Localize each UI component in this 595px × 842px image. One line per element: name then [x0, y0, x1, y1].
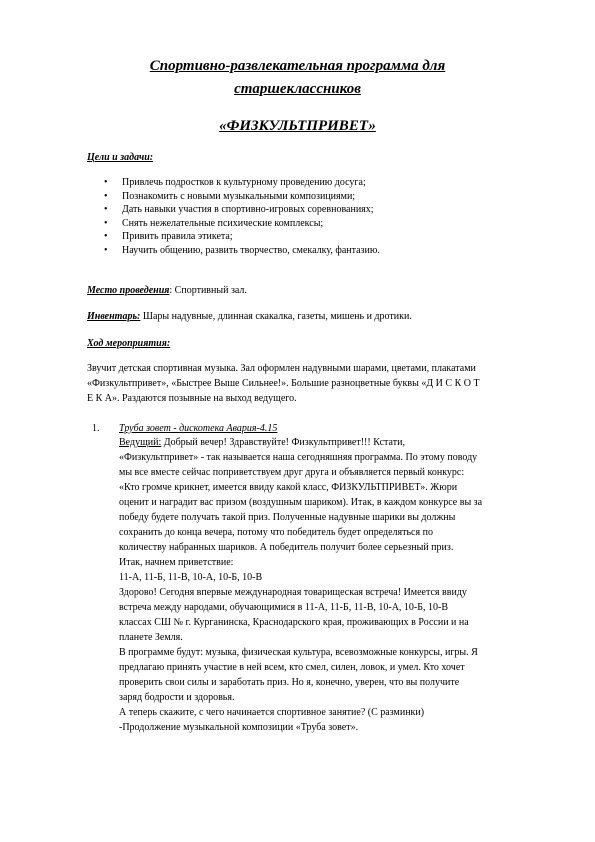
venue-value: : Спортивный зал. — [169, 285, 247, 296]
goal-item: • Привлечь подростков к культурному проведению досуга; — [104, 176, 380, 190]
item-1-line: мы все вместе сейчас поприветствуем друг друга и объявляется первый конкурс: — [119, 467, 465, 478]
goals-list — [104, 176, 380, 257]
venue-line — [87, 284, 247, 298]
item-1-line: 11-А, 11-Б, 11-В, 10-А, 10-Б, 10-В — [119, 572, 263, 583]
speaker-label: Ведущий: — [119, 437, 162, 448]
goal-item: • Научить общению, развить творчество, смекалку, фантазию. — [104, 244, 380, 258]
item-1-number: 1. — [92, 423, 100, 434]
item-1-line: заряд бодрости и здоровья. — [119, 692, 235, 703]
intro-line: Е К А». Раздаются позывные на выход ведущего. — [87, 393, 297, 404]
item-1-line: планете Земля. — [119, 632, 183, 643]
item-1-line: классах СШ № г. Курганинска, Краснодарского края, проживающих в России и на — [119, 617, 469, 628]
goals-heading: Цели и задачи: — [87, 152, 154, 163]
inventory-label: Инвентарь: — [87, 311, 141, 322]
item-1-line: победу будете получать такой приз. Полученные надувные шарики вы должны — [119, 512, 456, 523]
item-1-line: оценит и наградит вас призом (воздушным шариком). Итак, в каждом конкурсе вы за — [119, 497, 483, 508]
intro-line: «Физкультпривет», «Быстрее Выше Сильнее!». Большие разноцветные буквы «Д И С К О Т — [87, 378, 480, 389]
item-1-line: В программе будут: музыка, физическая культура, всевозможные конкурсы, игры. Я — [119, 647, 478, 658]
item-1-line: -Продолжение музыкальной композиции «Труба зовет». — [119, 722, 359, 733]
item-1-line: встреча между народами, обучающимися в 11-А, 11-Б, 11-В, 10-А, 10-Б, 10-В — [119, 602, 448, 613]
item-1-line: предлагаю принять участие в ней всем, кто смел, силен, ловок, и умел. Кто хочет — [119, 662, 465, 673]
item-1-line: сохранить до конца вечера, потому что победитель будет определяться по — [119, 527, 433, 538]
title-line-2: старшеклассников — [234, 81, 361, 97]
title-line-3: «ФИЗКУЛЬТПРИВЕТ» — [219, 118, 376, 134]
progress-heading: Ход мероприятия: — [87, 338, 171, 349]
item-1-line: Итак, начнем приветствие: — [119, 557, 234, 568]
goal-item: • Познакомить с новыми музыкальными композициями; — [104, 190, 380, 204]
title-line-1: Спортивно-развлекательная программа для — [149, 58, 446, 74]
item-1-first-line-text: Добрый вечер! Здравствуйте! Физкультпривет!!! Кстати, — [161, 437, 405, 448]
intro-line: Звучит детская спортивная музыка. Зал оформлен надувными шарами, цветами, плакатами — [87, 363, 476, 374]
goal-item: • Снять нежелательные психические комплексы; — [104, 217, 380, 231]
item-1-line: «Физкультпривет» - так называется наша сегодняшняя программа. По этому поводу — [119, 452, 478, 463]
venue-label: Место проведения — [87, 285, 170, 296]
item-1-line: количеству набранных шариков. А победитель получит более серьезный приз. — [119, 542, 454, 553]
item-1-first-line — [119, 436, 405, 450]
item-1-line: А теперь скажите, с чего начинается спортивное занятие? (С разминки) — [119, 707, 425, 718]
item-1-line: «Кто громче крикнет, имеется ввиду какой класс, ФИЗКУЛЬТПРИВЕТ». Жюри — [119, 482, 458, 493]
goal-item: • Привить правила этикета; — [104, 230, 380, 244]
inventory-value: Шары надувные, длинная скакалка, газеты, мишень и дротики. — [140, 311, 412, 322]
goal-item: • Дать навыки участия в спортивно-игровых соревнованиях; — [104, 203, 380, 217]
inventory-line — [87, 310, 412, 324]
item-1-title: Труба зовет - дискотека Авария-4.15 — [119, 423, 278, 434]
item-1-line: проверить свои силы и заработать приз. Но я, конечно, уверен, что вы получите — [119, 677, 460, 688]
item-1-line: Здорово! Сегодня впервые международная товарищеская встреча! Имеется ввиду — [119, 587, 467, 598]
